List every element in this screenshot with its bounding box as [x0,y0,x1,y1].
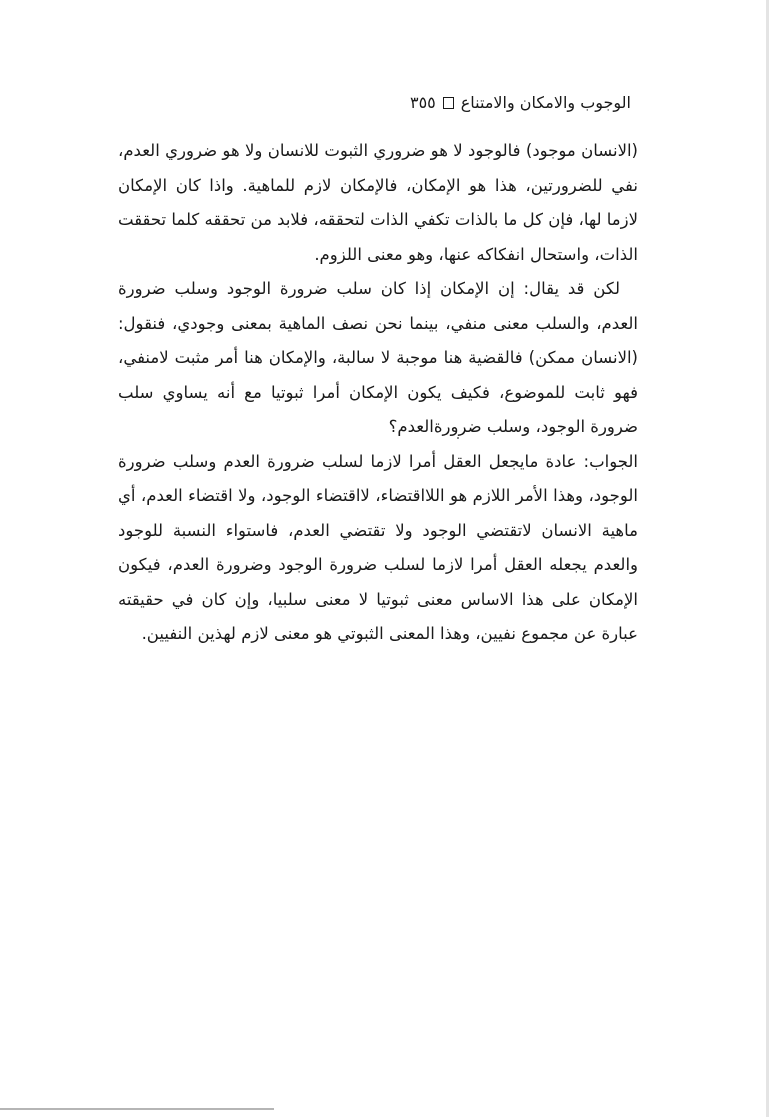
paragraph-1: (الانسان موجود) فالوجود لا هو ضروري الثبوت للانسان ولا هو ضروري العدم، نفي للضرورتين، هذا هو الإمكان، فالإمكان لازم للماهية. واذا كان الإمكان لازما لها، فإن كل ما بالذات تكفي الذات لتحققه، فلابد من تحققه كلما تحققت الذات، واستحال انفكاكه عنها، وهو معنى اللزوم. [118,141,638,264]
body-text [118,134,638,652]
running-header [410,92,631,114]
page-number: ٣٥٥ [409,93,436,112]
header-separator-box [443,97,454,109]
paragraph-2: لكن قد يقال: إن الإمكان إذا كان سلب ضرورة الوجود وسلب ضرورة العدم، والسلب معنى منفي، بينما نحن نصف الماهية بمعنى وجودي، فنقول: (الانسان ممكن) فالقضية هنا موجبة لا سالبة، والإمكان هنا أمر مثبت لامنفي، فهو ثابت للموضوع، فكيف يكون الإمكان أمرا ثبوتيا مع أنه يساوي سلب ضرورة الوجود، وسلب ضرورةالعدم؟ [118,279,638,436]
bottom-scan-rule [0,1108,274,1110]
header-title: الوجوب والامكان والامتناع [460,93,631,112]
scan-speck [457,437,459,439]
paragraph-3: الجواب: عادة مايجعل العقل أمرا لازما لسلب ضرورة العدم وسلب ضرورة الوجود، وهذا الأمر اللازم هو اللااقتضاء، لااقتضاء الوجود، ولا اقتضاء العدم، أي ماهية الانسان لاتقتضي الوجود ولا تقتضي العدم، فاستواء النسبة للوجود والعدم يجعله العقل أمرا لازما لسلب ضرورة الوجود وضرورة العدم، فيكون الإمكان على هذا الاساس معنى ثبوتيا لا معنى سلبيا، وإن كان في حقيقته عبارة عن مجموع نفيين، وهذا المعنى الثبوتي هو معنى لازم لهذين النفيين. [118,451,638,643]
